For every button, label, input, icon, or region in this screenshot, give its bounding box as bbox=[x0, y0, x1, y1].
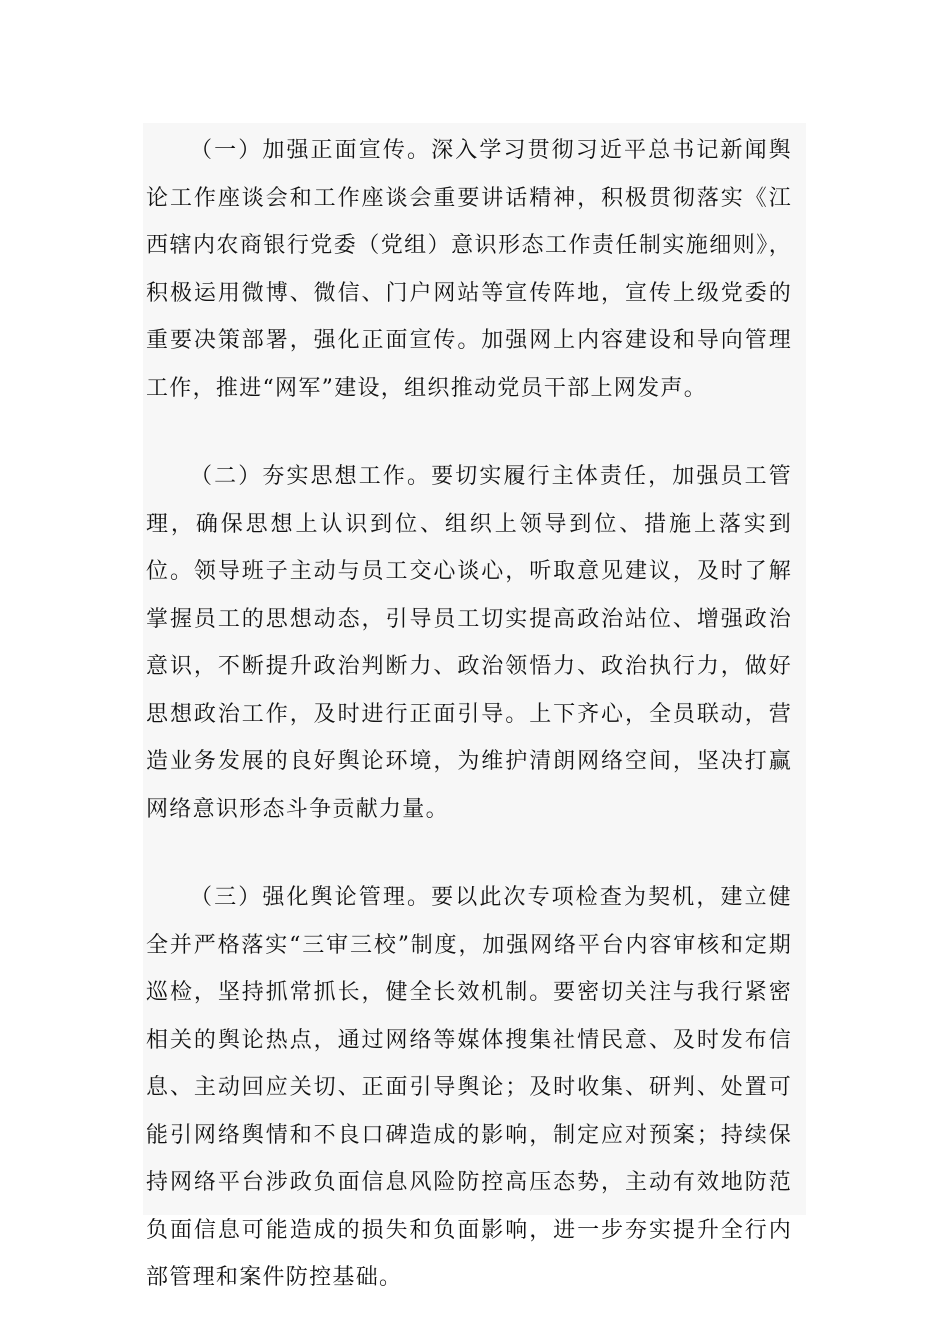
document-text-block bbox=[143, 123, 806, 1290]
paragraph-2: （二）夯实思想工作。要切实履行主体责任，加强员工管理，确保思想上认识到位、组织上领导到位、措施上落实到位。领导班子主动与员工交心谈心，听取意见建议，及时了解掌握员工的思想动态，引导员工切实提高政治站位、增强政治意识，不断提升政治判断力、政治领悟力、政治执行力，做好思想政治工作，及时进行正面引导。上下齐心，全员联动，营造业务发展的良好舆论环境，为维护清朗网络空间，坚决打赢网络意识形态斗争贡献力量。 bbox=[146, 464, 792, 822]
paragraph-3: （三）强化舆论管理。要以此次专项检查为契机，建立健全并严格落实“三审三校”制度，加强网络平台内容审核和定期巡检，坚持抓常抓长，健全长效机制。要密切关注与我行紧密相关的舆论热点，通过网络等媒体搜集社情民意、及时发布信息、主动回应关切、正面引导舆论；及时收集、研判、处置可能引网络舆情和不良口碑造成的影响，制定应对预案；持续保持网络平台涉政负面信息风险防控高压态势，主动有效地防范负面信息可能造成的损失和负面影响，进一步夯实提升全行内部管理和案件防控基础。 bbox=[146, 885, 792, 1290]
paragraph-1: （一）加强正面宣传。深入学习贯彻习近平总书记新闻舆论工作座谈会和工作座谈会重要讲话精神，积极贯彻落实《江西辖内农商银行党委（党组）意识形态工作责任制实施细则》，积极运用微博、微信、门户网站等宣传阵地，宣传上级党委的重要决策部署，强化正面宣传。加强网上内容建设和导向管理工作，推进“网军”建设，组织推动党员干部上网发声。 bbox=[146, 138, 792, 401]
